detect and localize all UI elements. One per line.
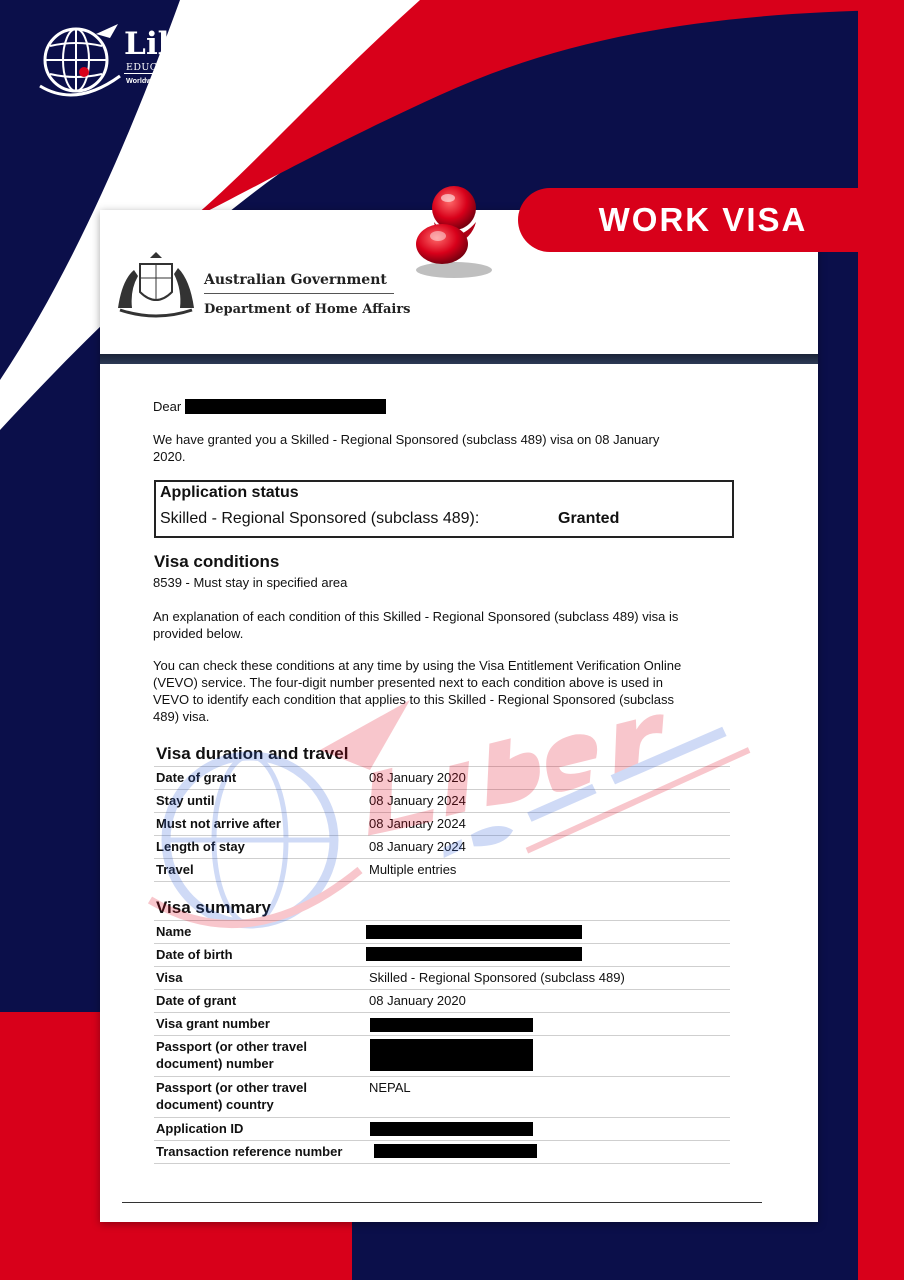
- row-label: Application ID: [156, 1121, 244, 1136]
- table-row: [154, 859, 730, 882]
- table-row: [154, 990, 730, 1013]
- redacted-value: [366, 925, 582, 939]
- duration-title: Visa duration and travel: [156, 744, 349, 763]
- redacted-value: [370, 1039, 533, 1071]
- row-label: Must not arrive after: [156, 816, 281, 831]
- row-label-line-1: Passport (or other travel: [156, 1039, 307, 1054]
- row-value: 08 January 2024: [369, 839, 466, 854]
- row-label: Transaction reference number: [156, 1144, 343, 1159]
- row-label: Travel: [156, 862, 194, 877]
- row-label: Date of grant: [156, 770, 237, 785]
- row-label: [156, 1079, 307, 1113]
- explain-line-1: An explanation of each condition of this Skilled - Regional Sponsored (subclass 489) visa is: [153, 609, 679, 624]
- conditions-title: Visa conditions: [154, 552, 280, 571]
- vevo-line-1: You can check these conditions at any time by using the Visa Entitlement Verification Online: [153, 658, 682, 673]
- row-label: Name: [156, 924, 192, 939]
- row-label: Date of grant: [156, 993, 237, 1008]
- brand-subtitle: EDUCATION CONSULTANCY: [126, 62, 278, 73]
- row-value: 08 January 2020: [369, 770, 466, 785]
- row-label: Visa grant number: [156, 1016, 270, 1031]
- redacted-value: [370, 1018, 533, 1032]
- visa-grant-letter: [100, 210, 818, 1222]
- table-row: [154, 813, 730, 836]
- footer-divider: [122, 1202, 762, 1203]
- coat-of-arms-icon: [110, 250, 202, 322]
- application-status-box: [154, 480, 734, 538]
- summary-title: Visa summary: [156, 898, 271, 917]
- work-visa-badge: [518, 188, 858, 252]
- intro-line-1: We have granted you a Skilled - Regional Sponsored (subclass 489) visa on 08 January: [153, 432, 660, 447]
- table-row: [154, 1036, 730, 1077]
- table-row: [154, 1013, 730, 1036]
- table-row: [154, 790, 730, 813]
- badge-label: WORK VISA: [598, 201, 808, 238]
- salutation: Dear: [153, 399, 182, 414]
- row-value: 08 January 2020: [369, 993, 466, 1008]
- row-label: Length of stay: [156, 839, 245, 854]
- status-title: Application status: [160, 484, 299, 501]
- redacted-name: [185, 399, 386, 414]
- redacted-value: [366, 947, 582, 961]
- redacted-value: [370, 1122, 533, 1136]
- brand-logo: [36, 16, 296, 102]
- table-row: [154, 1141, 730, 1164]
- vevo-line-3: VEVO to identify each condition that applies to this Skilled - Regional Sponsored (subclass: [153, 692, 675, 707]
- gov-name: Australian Government: [204, 272, 387, 288]
- letterhead: [108, 250, 428, 330]
- row-label-line-1: Passport (or other travel: [156, 1080, 307, 1095]
- table-row: [154, 1118, 730, 1141]
- row-value: Multiple entries: [369, 862, 457, 877]
- table-row: [154, 1077, 730, 1118]
- row-label: Stay until: [156, 793, 215, 808]
- row-label: Visa: [156, 970, 183, 985]
- row-label-line-2: document) number: [156, 1056, 274, 1071]
- status-label: Skilled - Regional Sponsored (subclass 489):: [160, 510, 480, 527]
- table-row: [154, 967, 730, 990]
- table-row: [154, 767, 730, 790]
- table-row: [154, 836, 730, 859]
- brand-tagline: Worldwide Education and Immigration Services.: [126, 76, 291, 85]
- letterhead-divider: [204, 293, 394, 294]
- row-label: [156, 1038, 307, 1072]
- explain-line-2: provided below.: [153, 626, 244, 641]
- globe-icon: [36, 16, 122, 102]
- row-label: Date of birth: [156, 947, 233, 962]
- row-value: Skilled - Regional Sponsored (subclass 489): [369, 970, 625, 985]
- row-value: NEPAL: [369, 1080, 411, 1095]
- table-row: [154, 921, 730, 944]
- department-name: Department of Home Affairs: [204, 302, 411, 317]
- vevo-line-2: (VEVO) service. The four-digit number presented next to each condition above is used in: [153, 675, 663, 690]
- brand-divider: [124, 73, 284, 74]
- row-value: 08 January 2024: [369, 793, 466, 808]
- redacted-value: [374, 1144, 537, 1158]
- summary-table: [154, 920, 730, 1164]
- condition-8539: 8539 - Must stay in specified area: [153, 575, 348, 590]
- table-row: [154, 944, 730, 967]
- push-pin-icon: [396, 178, 506, 288]
- brand-name: Liberians: [124, 26, 289, 62]
- intro-line-2: 2020.: [153, 449, 186, 464]
- vevo-line-4: 489) visa.: [153, 709, 210, 724]
- row-label-line-2: document) country: [156, 1097, 274, 1112]
- status-value: Granted: [558, 510, 620, 527]
- letterhead-bar: [100, 354, 818, 364]
- duration-table: [154, 766, 730, 882]
- row-value: 08 January 2024: [369, 816, 466, 831]
